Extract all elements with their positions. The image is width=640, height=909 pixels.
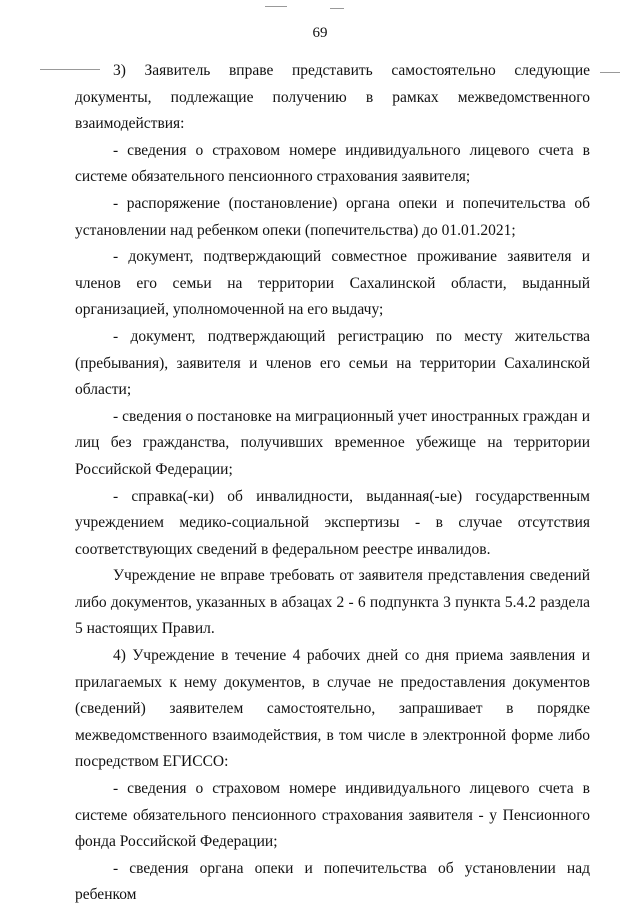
paragraph-guardianship-order: - распоряжение (постановление) органа опеки и попечительства об установлении над ребенком опеки (попечительства) до 01.01.2021; [75, 194, 590, 239]
scan-artifact [330, 8, 344, 9]
paragraph-item-3-intro: 3) Заявитель вправе представить самостоятельно следующие документы, подлежащие получению в рамках межведомственного взаимодействия: [75, 62, 590, 133]
paragraph-cohabitation-document: - документ, подтверждающий совместное проживание заявителя и членов его семьи на территории Сахалинской области, выданный организацией, уполномоченной на его выдачу; [75, 248, 590, 319]
paragraph-institution-restriction: Учреждение не вправе требовать от заявителя представления сведений либо документов, указанных в абзацах 2 - 6 подпункта 3 пункта 5.4.2 раздела 5 настоящих Правил. [75, 567, 590, 638]
paragraph-disability-certificate: - справка(-ки) об инвалидности, выданная(-ые) государственным учреждением медико-социальной экспертизы - в случае отсутствия соответствующих сведений в федеральном реестре инвалидов. [75, 487, 590, 558]
scan-artifact [600, 72, 620, 73]
paragraph-guardianship-request: - сведения органа опеки и попечительства об установлении над ребенком [75, 859, 590, 904]
scan-artifact [265, 6, 287, 7]
paragraph-snils-request: - сведения о страховом номере индивидуального лицевого счета в системе обязательного пенсионного страхования заявителя - у Пенсионного фонда Российской Федерации; [75, 780, 590, 851]
paragraph-snils-info: - сведения о страховом номере индивидуального лицевого счета в системе обязательного пенсионного страхования заявителя; [75, 141, 590, 186]
paragraph-migration-info: - сведения о постановке на миграционный учет иностранных граждан и лиц без гражданства, получивших временное убежище на территории Российской Федерации; [75, 407, 590, 478]
paragraph-item-4-intro: 4) Учреждение в течение 4 рабочих дней со дня приема заявления и прилагаемых к нему документов, в случае не предоставления документов (сведений) заявителем самостоятельно, запрашивает в порядке межведомственного взаимодействия, в том числе в электронной форме либо посредством ЕГИССО: [75, 647, 590, 771]
document-body [75, 58, 590, 909]
paragraph-registration-document: - документ, подтверждающий регистрацию по месту жительства (пребывания), заявителя и членов его семьи на территории Сахалинской области; [75, 327, 590, 399]
page-number: 69 [312, 25, 328, 41]
